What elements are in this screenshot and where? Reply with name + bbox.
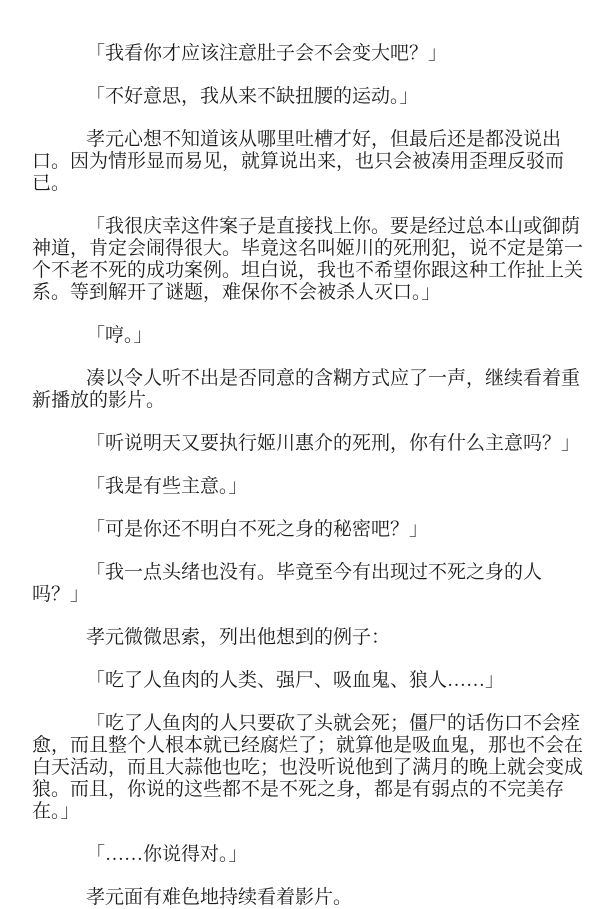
paragraph: 「吃了人鱼肉的人类、强尸、吸血鬼、狼人……」: [86, 670, 505, 691]
paragraph: 「可是你还不明白不死之身的秘密吧？」: [86, 519, 429, 540]
paragraph: 「……你说得对。」: [86, 844, 248, 865]
paragraph: 「我是有些主意。」: [86, 476, 248, 497]
paragraph: 凑以令人听不出是否同意的含糊方式应了一声，继续看着重新播放的影片。: [32, 368, 581, 411]
paragraph: 「不好意思，我从来不缺扭腰的运动。」: [86, 86, 419, 107]
paragraph: 孝元面有难色地持续看着影片。: [86, 887, 353, 908]
paragraph: 「哼。」: [86, 325, 153, 346]
paragraph: 「我一点头绪也没有。毕竟至今有出现过不死之身的人吗？」: [32, 562, 543, 605]
paragraph: 「吃了人鱼肉的人只要砍了头就会死；僵尸的话伤口不会痊愈，而且整个人根本就已经腐烂了；就算他是吸血鬼，那也不会在白天活动，而且大蒜他也吃；也没听说他到了满月的晚上就会变成狼。而且，你说的这些都不是不死之身，都是有弱点的不完美存在。」: [32, 713, 584, 822]
paragraph: 孝元微微思索，列出他想到的例子：: [86, 627, 391, 648]
paragraph: 「听说明天又要执行姬川惠介的死刑，你有什么主意吗？」: [86, 433, 581, 454]
paragraph: 「我很庆幸这件案子是直接找上你。要是经过总本山或御荫神道，肯定会闹得很大。毕竟这名叫姬川的死刑犯，说不定是第一个不老不死的成功案例。坦白说，我也不希望你跟这种工作扯上关系。等到解开了谜题，难保你不会被杀人灭口。」: [32, 216, 584, 303]
paragraph: 「我看你才应该注意肚子会不会变大吧？」: [86, 43, 448, 64]
paragraph: 孝元心想不知道该从哪里吐槽才好，但最后还是都没说出口。因为情形显而易见，就算说出来，也只会被凑用歪理反驳而已。: [32, 129, 565, 194]
